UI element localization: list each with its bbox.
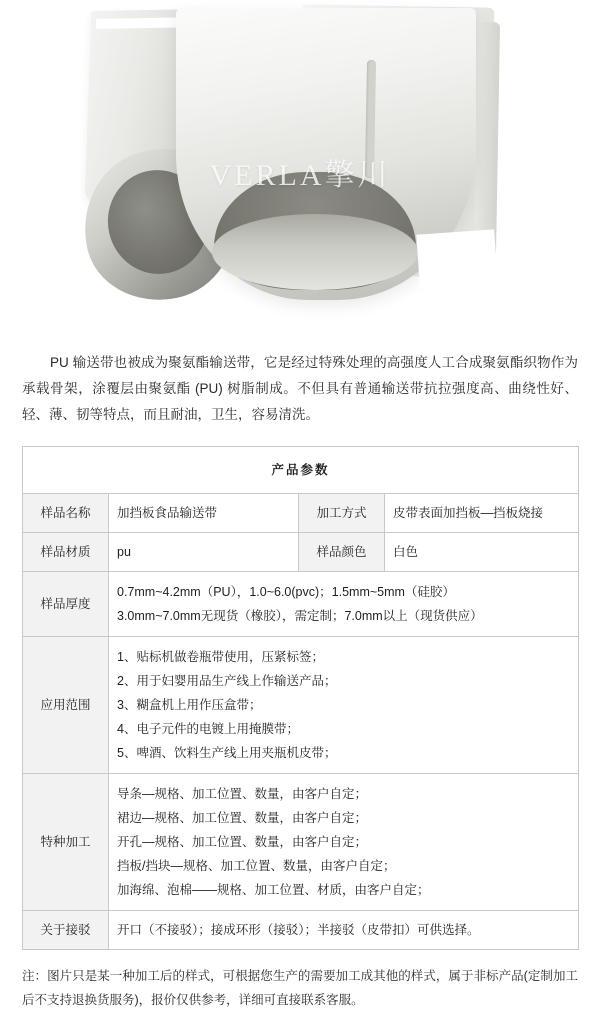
belt-right-cut <box>416 229 497 286</box>
thickness-line: 3.0mm~7.0mm无现货（橡胶），需定制；7.0mm以上（现货供应） <box>117 609 483 623</box>
value-application <box>109 637 579 774</box>
label-joint: 关于接驳 <box>23 911 109 950</box>
application-line: 1、贴标机做卷瓶带使用，压紧标签； <box>117 650 324 664</box>
watermark-text: VERLA擎川 <box>209 159 391 192</box>
label-sample-name: 样品名称 <box>23 494 109 533</box>
thickness-line: 0.7mm~4.2mm（PU），1.0~6.0(pvc)；1.5mm~5mm（硅胶） <box>117 585 455 599</box>
label-application: 应用范围 <box>23 637 109 774</box>
value-sample-name: 加挡板食品输送带 <box>109 494 299 533</box>
table-row <box>23 533 579 572</box>
special-line: 挡板/挡块—规格、加工位置、数量，由客户自定； <box>117 859 396 873</box>
table-row-title <box>23 447 579 494</box>
value-thickness <box>109 572 579 637</box>
application-line: 4、电子元件的电镀上用掩膜带； <box>117 722 299 736</box>
application-line: 2、用于妇婴用品生产线上作输送产品； <box>117 674 337 688</box>
application-line: 5、啤酒、饮料生产线上用夹瓶机皮带； <box>117 746 337 760</box>
belt-illustration <box>0 0 600 340</box>
belt-right-edge <box>474 22 500 260</box>
label-sample-color: 样品颜色 <box>299 533 385 572</box>
special-line: 开孔—规格、加工位置、数量，由客户自定； <box>117 835 368 849</box>
spec-table <box>22 446 579 950</box>
table-row <box>23 911 579 950</box>
table-row <box>23 637 579 774</box>
spec-table-wrapper <box>22 446 578 950</box>
value-sample-material: pu <box>109 533 299 572</box>
label-sample-material: 样品材质 <box>23 533 109 572</box>
label-processing-method: 加工方式 <box>299 494 385 533</box>
table-row <box>23 572 579 637</box>
footnote: 注：图片只是某一种加工后的样式，可根据您生产的需要加工成其他的样式，属于非标产品(定制加工后不支持退换货服务)，报价仅供参考，详细可直接联系客服。 <box>22 969 578 1007</box>
product-image <box>0 0 600 340</box>
special-line: 裙边—规格、加工位置、数量，由客户自定； <box>117 811 368 825</box>
special-line: 导条—规格、加工位置、数量，由客户自定； <box>117 787 368 801</box>
spec-table-title: 产品参数 <box>23 447 579 494</box>
value-special-processing <box>109 774 579 911</box>
value-processing-method: 皮带表面加挡板—挡板烧接 <box>385 494 579 533</box>
label-special-processing: 特种加工 <box>23 774 109 911</box>
application-line: 3、糊盒机上用作压盒带； <box>117 698 262 712</box>
value-sample-color: 白色 <box>385 533 579 572</box>
table-row <box>23 774 579 911</box>
table-row <box>23 494 579 533</box>
special-line: 加海绵、泡棉——规格、加工位置、材质，由客户自定； <box>117 883 430 897</box>
value-joint: 开口（不接驳）；接成环形（接驳）；半接驳（皮带扣）可供选择。 <box>109 911 579 950</box>
belt-loop-lip <box>212 214 418 290</box>
intro-paragraph: PU 输送带也被成为聚氨酯输送带，它是经过特殊处理的高强度人工合成聚氨酯织物作为承载骨架，涂覆层由聚氨酯 (PU) 树脂制成。不但具有普通输送带抗拉强度高、曲绕性好、轻、薄、韧等特点，而且耐油，卫生，容易清洗。 <box>22 355 578 422</box>
label-thickness: 样品厚度 <box>23 572 109 637</box>
